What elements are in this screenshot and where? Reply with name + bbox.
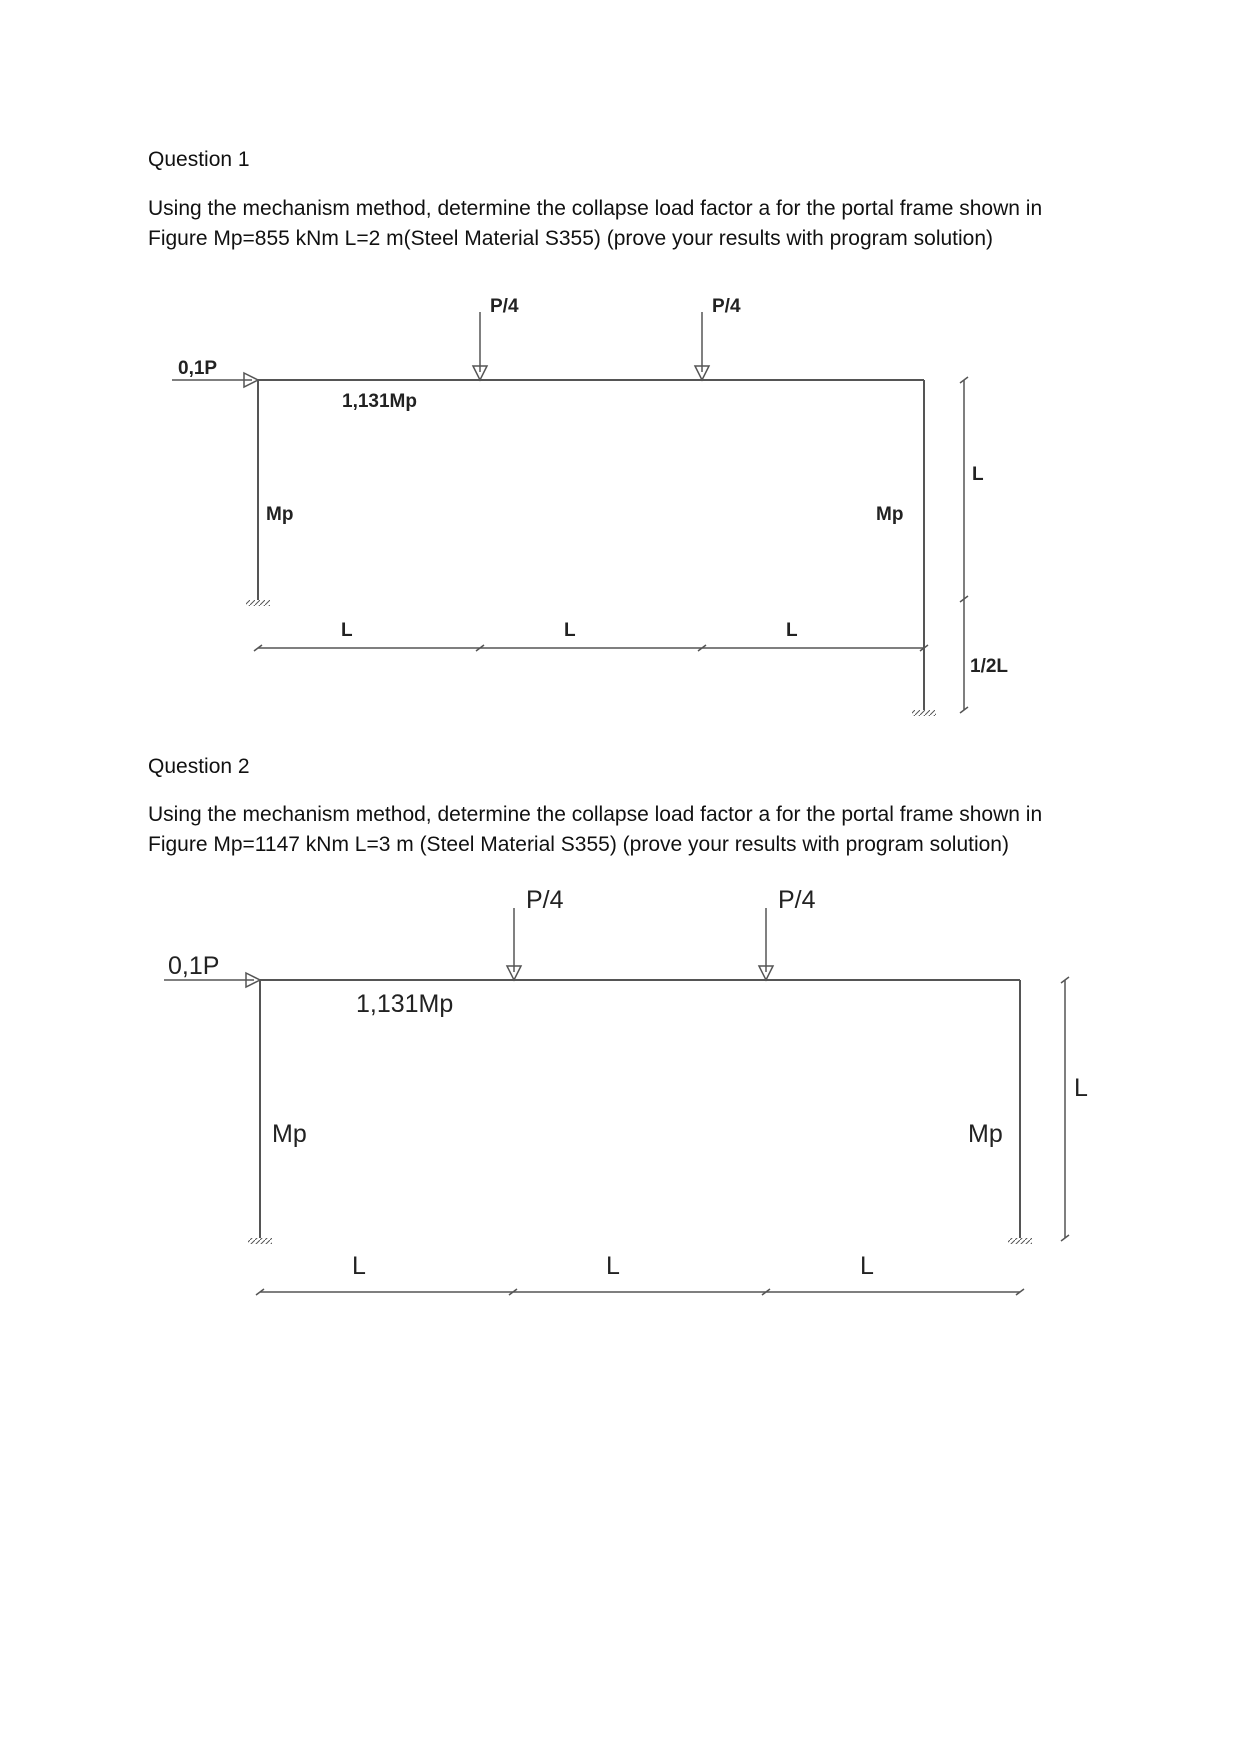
question-1-line-1: Using the mechanism method, determine the collapse load factor a for the portal frame shown in — [148, 197, 1043, 220]
height-upper-label: L — [972, 464, 984, 485]
horizontal-dimension-line — [254, 645, 928, 651]
span-1-label: L — [341, 620, 353, 641]
right-column-moment-label: Mp — [876, 504, 904, 525]
span-2-label: L — [564, 620, 576, 641]
horizontal-dimension-line — [256, 1289, 1024, 1295]
span-1-label: L — [352, 1252, 366, 1280]
left-column-moment-label: Mp — [272, 1120, 307, 1148]
height-lower-label: 1/2L — [970, 656, 1009, 677]
horizontal-load-label: 0,1P — [178, 358, 218, 379]
frame-1-members — [258, 380, 924, 710]
point-load-left-arrow-icon — [473, 312, 487, 380]
height-label: L — [1074, 1074, 1088, 1102]
right-column-moment-label: Mp — [968, 1120, 1003, 1148]
question-2-text — [148, 800, 1128, 860]
span-3-label: L — [860, 1252, 874, 1280]
question-1-line-2: Figure Mp=855 kNm L=2 m(Steel Material S355) (prove your results with program solution) — [148, 227, 994, 250]
horizontal-load-label: 0,1P — [168, 952, 220, 980]
question-1-text — [148, 194, 1128, 254]
beam-moment-label: 1,131Mp — [342, 391, 417, 412]
span-2-label: L — [606, 1252, 620, 1280]
left-fixed-support-icon — [246, 600, 270, 606]
load-right-label: P/4 — [712, 296, 741, 317]
left-fixed-support-icon — [248, 1238, 272, 1244]
question-2-line-1: Using the mechanism method, determine the collapse load factor a for the portal frame shown in — [148, 803, 1043, 826]
question-1-heading: Question 1 — [148, 148, 250, 171]
question-2-line-2: Figure Mp=1147 kNm L=3 m (Steel Material S355) (prove your results with program solution) — [148, 833, 1009, 856]
point-load-left-arrow-icon — [507, 908, 521, 980]
right-fixed-support-icon — [912, 710, 936, 716]
right-fixed-support-icon — [1008, 1238, 1032, 1244]
left-column-moment-label: Mp — [266, 504, 294, 525]
load-left-label: P/4 — [526, 886, 564, 914]
vertical-dimension-line — [1061, 977, 1069, 1241]
beam-moment-label: 1,131Mp — [356, 990, 454, 1018]
frame-2-members — [260, 980, 1020, 1238]
point-load-right-arrow-icon — [759, 908, 773, 980]
vertical-dimension-line — [960, 377, 968, 713]
point-load-right-arrow-icon — [695, 312, 709, 380]
question-2-heading: Question 2 — [148, 755, 250, 778]
figure-2-portal-frame — [0, 870, 1241, 1310]
figure-1-portal-frame — [0, 270, 1241, 730]
load-right-label: P/4 — [778, 886, 816, 914]
span-3-label: L — [786, 620, 798, 641]
load-left-label: P/4 — [490, 296, 519, 317]
